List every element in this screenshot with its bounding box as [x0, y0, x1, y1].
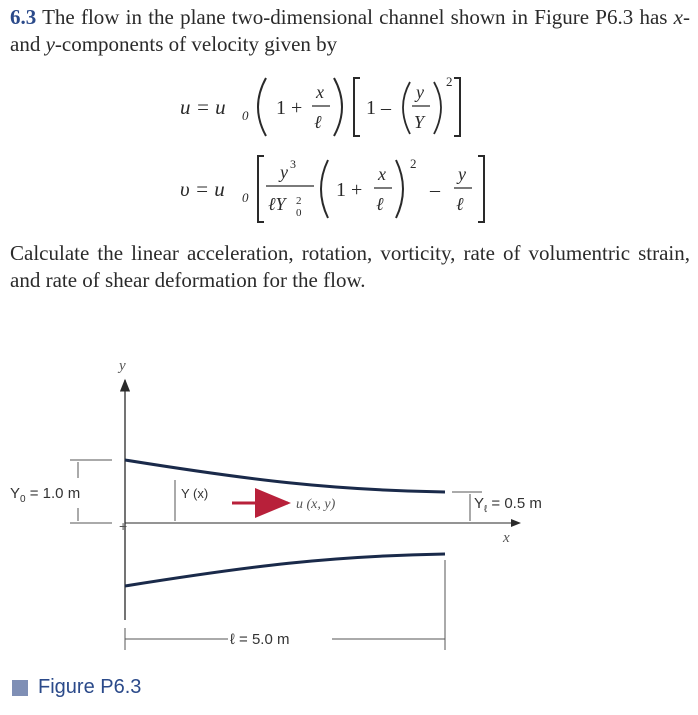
equation-u-sub: 0 — [242, 108, 249, 123]
equation-v-svg — [180, 152, 520, 227]
equation-u-lhs: u = u — [180, 95, 226, 119]
y0-label: $Y_0 = 1.0$ m — [10, 485, 81, 505]
origin-plus: + — [119, 518, 128, 534]
problem-text-1: The flow in the plane two-dimensional channel shown in Figure P6.3 has — [42, 5, 668, 29]
length-label: ℓ = 5.0 m — [230, 631, 290, 648]
svg-text:1 +: 1 + — [336, 179, 363, 201]
svg-text:1 –: 1 – — [366, 97, 391, 119]
svg-text:1 +: 1 + — [276, 97, 303, 119]
problem-text-2: - and — [10, 5, 690, 56]
equation-v-lhs: υ = u — [180, 177, 225, 201]
equation-v — [180, 152, 520, 233]
svg-text:2: 2 — [446, 74, 453, 89]
y-variable: y — [45, 32, 55, 56]
svg-text:y: y — [458, 164, 466, 184]
equation-u-svg — [180, 72, 520, 142]
y-axis-label: y — [119, 358, 126, 374]
svg-text:y: y — [280, 162, 288, 182]
channel-diagram — [0, 350, 698, 670]
svg-text:y: y — [416, 82, 424, 102]
caption-square-icon — [12, 680, 28, 696]
problem-number: 6.3 — [10, 5, 37, 29]
svg-text:0: 0 — [296, 207, 302, 219]
svg-text:x: x — [316, 82, 324, 102]
x-axis-label: x — [503, 530, 510, 546]
problem-text-3: -components of velocity given by — [54, 32, 338, 56]
top-wall — [125, 460, 445, 492]
problem-statement — [10, 4, 690, 58]
question-text: Calculate the linear acceleration, rotation, vorticity, rate of volumentric strain, and rate of shear deformation for the flow. — [10, 241, 690, 292]
svg-text:2: 2 — [410, 156, 417, 171]
yl-label: $Y_\ell = 0.5$ m — [474, 495, 542, 515]
velocity-label: u (x, y) — [296, 497, 336, 512]
svg-text:x: x — [378, 164, 386, 184]
equation-v-sub: 0 — [242, 190, 249, 205]
svg-text:2: 2 — [296, 195, 302, 207]
figure-caption — [12, 676, 141, 699]
yx-label: Y (x) — [181, 486, 209, 501]
figure-p6-3 — [0, 350, 698, 670]
svg-text:3: 3 — [290, 157, 296, 171]
svg-text:ℓY: ℓY — [268, 194, 286, 214]
svg-text:ℓ: ℓ — [376, 194, 384, 214]
svg-text:Y: Y — [414, 112, 425, 132]
svg-text:–: – — [430, 179, 440, 201]
equation-u — [180, 72, 520, 148]
svg-text:ℓ: ℓ — [314, 112, 322, 132]
x-variable: x — [673, 5, 683, 29]
svg-text:ℓ: ℓ — [456, 194, 464, 214]
bottom-wall — [125, 554, 445, 586]
caption-text: Figure P6.3 — [38, 676, 142, 698]
